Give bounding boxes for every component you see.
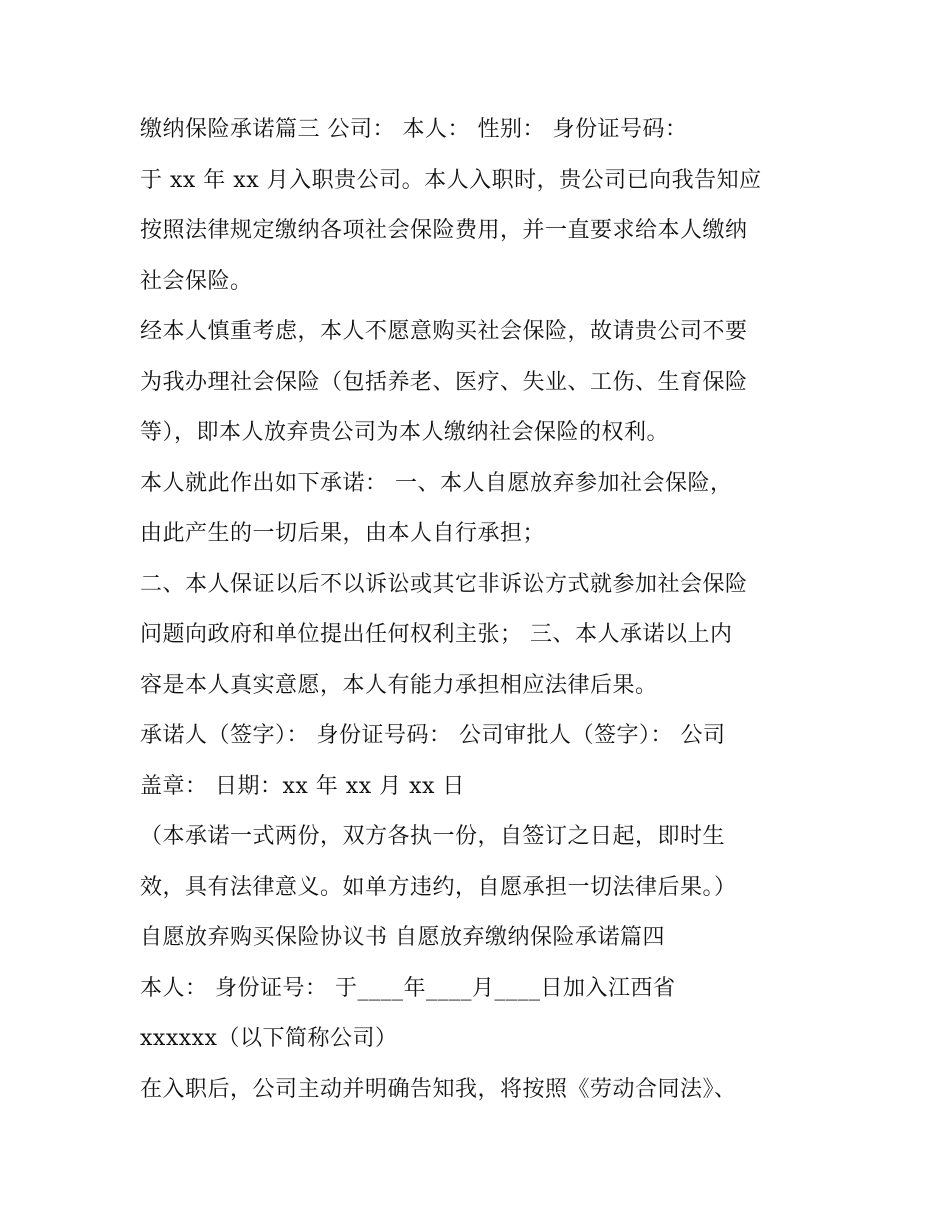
text-line-17: 自愿放弃购买保险协议书 自愿放弃缴纳保险承诺篇四: [140, 925, 665, 950]
text-line-16: 效，具有法律意义。如单方违约，自愿承担一切法律后果。）: [140, 875, 737, 900]
text-line-8: 本人就此作出如下承诺： 一、本人自愿放弃参加社会保险，: [140, 471, 733, 496]
text-line-15: （本承诺一式两份，双方各执一份，自签订之日起，即时生: [140, 824, 726, 849]
text-line-14: 盖章： 日期：xx 年 xx 月 xx 日: [140, 774, 465, 799]
text-line-10: 二、本人保证以后不以诉讼或其它非诉讼方式就参加社会保险: [140, 572, 748, 597]
text-line-13: 承诺人（签字）： 身份证号码： 公司审批人（签字）： 公司: [140, 723, 726, 748]
text-line-3: 按照法律规定缴纳各项社会保险费用，并一直要求给本人缴纳: [140, 218, 748, 243]
text-line-1: 缴纳保险承诺篇三 公司： 本人： 性别： 身份证号码：: [140, 117, 688, 142]
text-line-18: 本人： 身份证号： 于____年____月____日加入江西省: [140, 976, 676, 1001]
text-line-7: 等），即本人放弃贵公司为本人缴纳社会保险的权利。: [140, 420, 670, 445]
text-line-19: xxxxxx（以下简称公司）: [140, 1026, 398, 1051]
text-line-5: 经本人慎重考虑，本人不愿意购买社会保险，故请贵公司不要: [140, 319, 748, 344]
text-line-9: 由此产生的一切后果，由本人自行承担；: [140, 521, 546, 546]
text-line-20: 在入职后，公司主动并明确告知我，将按照《劳动合同法》、: [140, 1077, 737, 1102]
text-line-4: 社会保险。: [140, 269, 253, 294]
text-line-11: 问题向政府和单位提出任何权利主张； 三、本人承诺以上内: [140, 622, 733, 647]
text-line-2: 于 xx 年 xx 月入职贵公司。本人入职时，贵公司已向我告知应: [140, 168, 762, 193]
text-line-6: 为我办理社会保险（包括养老、医疗、失业、工伤、生育保险: [140, 370, 748, 395]
text-line-12: 容是本人真实意愿，本人有能力承担相应法律后果。: [140, 673, 658, 698]
